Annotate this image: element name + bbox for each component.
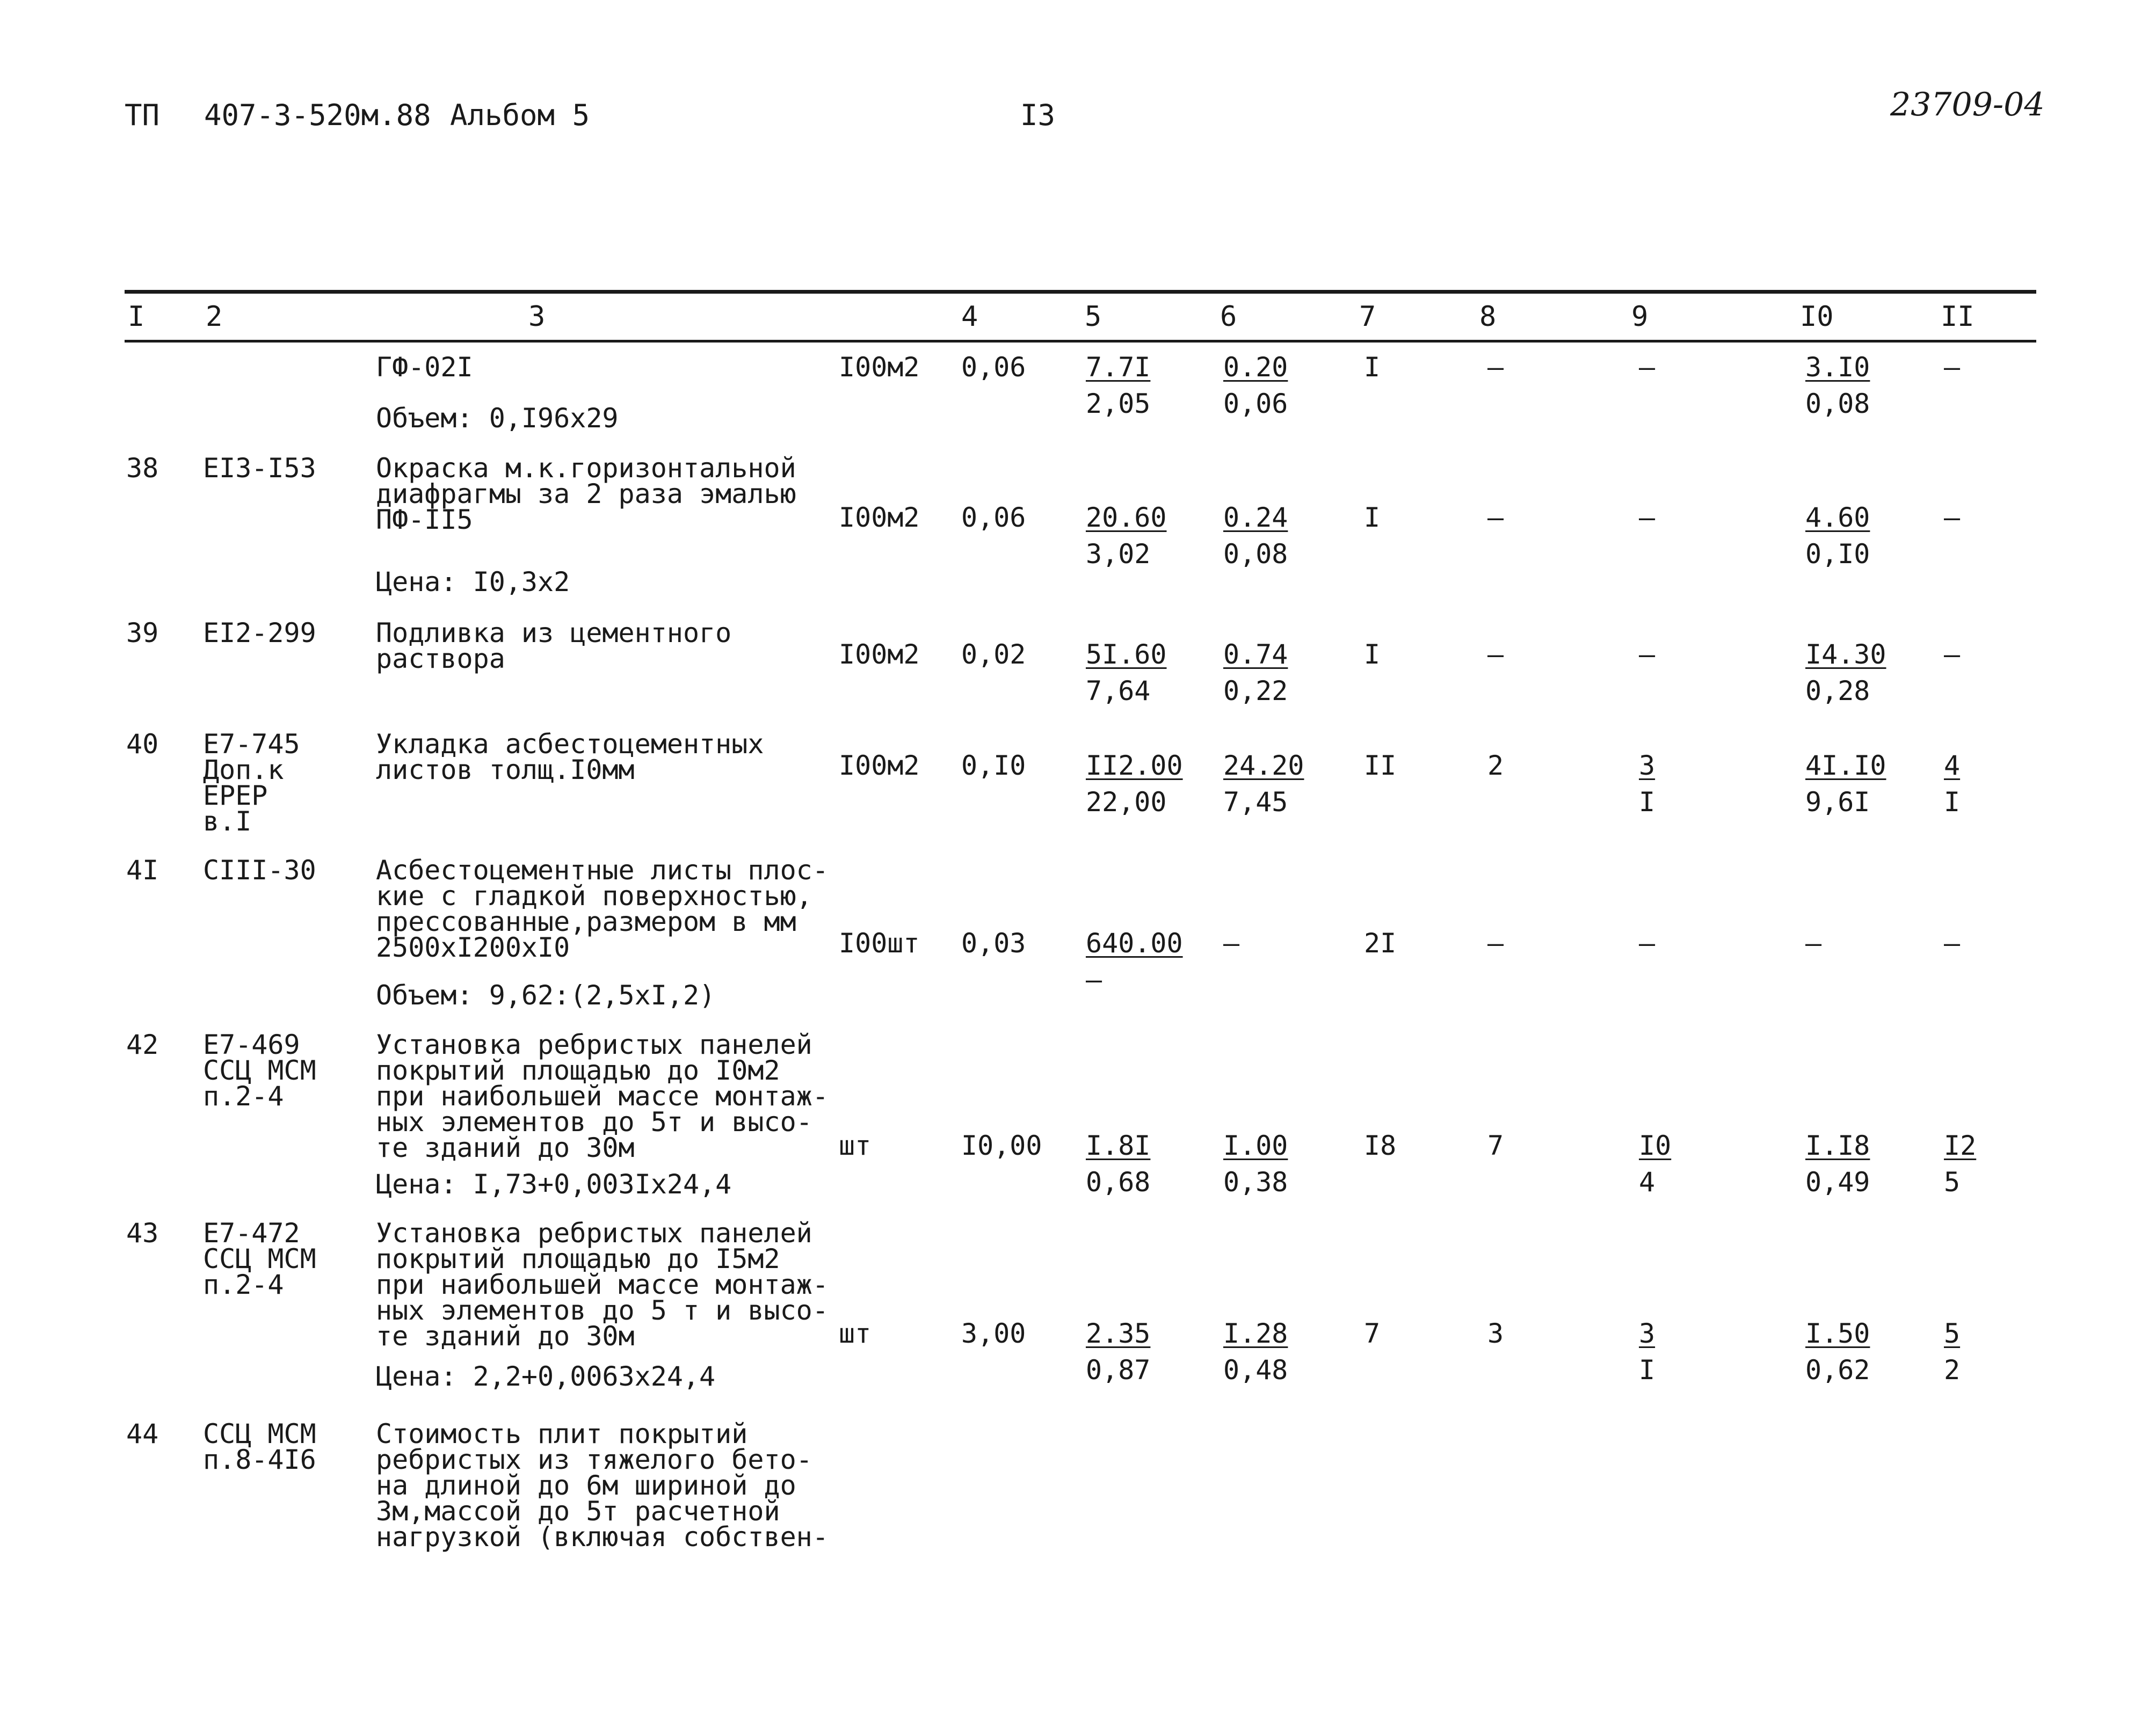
- column-header: 6: [1220, 301, 1237, 333]
- unit-cost-machines: 0.20: [1223, 352, 1288, 383]
- unit-of-measure: I00м2: [839, 750, 920, 781]
- work-description: при наибольшей массе монтаж-: [376, 1269, 829, 1300]
- total-wages: –: [1487, 352, 1504, 383]
- unit-of-measure: I00м2: [839, 352, 920, 383]
- total-cost: II: [1364, 750, 1397, 781]
- unit-of-measure: шт: [839, 1130, 872, 1161]
- work-description: при наибольшей массе монтаж-: [376, 1081, 829, 1112]
- work-description: Установка ребристых панелей: [376, 1218, 812, 1249]
- column-header: I0: [1800, 301, 1834, 333]
- work-description: те зданий до 30м: [376, 1321, 635, 1352]
- work-description: 2500xI200xI0: [376, 932, 570, 963]
- labor-total-machinists: 2: [1944, 1354, 1961, 1386]
- unit-of-measure: I00шт: [839, 928, 920, 959]
- work-description: кие с гладкой поверхностью,: [376, 880, 812, 912]
- page-number: I3: [1020, 98, 1056, 132]
- norm-code: п.2-4: [203, 1269, 284, 1300]
- unit-of-measure: I00м2: [839, 639, 920, 670]
- norm-code: EI3-I53: [203, 453, 316, 484]
- norm-code: EI2-299: [203, 617, 316, 649]
- calculation-note: Объем: 0,I96x29: [376, 403, 619, 434]
- total-machines: –: [1639, 928, 1656, 959]
- total-cost: I: [1364, 352, 1381, 383]
- labor-total: 5: [1944, 1318, 1961, 1349]
- unit-cost-wages: 0,87: [1086, 1354, 1151, 1386]
- norm-code: ССЦ МСМ: [203, 1418, 316, 1449]
- quantity: 0,06: [961, 352, 1026, 383]
- norm-code: E7-472: [203, 1218, 300, 1249]
- unit-cost-total: 7.7I: [1086, 352, 1151, 383]
- work-description: ГФ-02I: [376, 352, 473, 383]
- work-description: ребристых из тяжелого бето-: [376, 1444, 812, 1475]
- work-description: Асбестоцементные листы плос-: [376, 855, 829, 886]
- work-description: Укладка асбестоцементных: [376, 728, 764, 760]
- quantity: 0,06: [961, 502, 1026, 533]
- labor-total: I2: [1944, 1130, 1977, 1161]
- work-description: листов толщ.I0мм: [376, 754, 635, 785]
- labor-total-machinists: 5: [1944, 1167, 1961, 1198]
- unit-cost-machine-wages: 0,08: [1223, 538, 1288, 570]
- norm-code: ССЦ МСМ: [203, 1055, 316, 1086]
- quantity: 0,02: [961, 639, 1026, 670]
- unit-cost-machine-wages: 0,48: [1223, 1354, 1288, 1386]
- row-number: 44: [126, 1418, 159, 1449]
- work-description: покрытий площадью до I5м2: [376, 1243, 780, 1274]
- work-description: Установка ребристых панелей: [376, 1029, 812, 1060]
- unit-cost-machine-wages: 0,22: [1223, 675, 1288, 706]
- labor-total: –: [1944, 352, 1961, 383]
- work-description: ПФ-II5: [376, 504, 473, 535]
- labor-total-machinists: I: [1944, 786, 1961, 818]
- row-number: 39: [126, 617, 159, 649]
- total-cost: 7: [1364, 1318, 1381, 1349]
- unit-cost-total: 5I.60: [1086, 639, 1167, 670]
- work-description: на длиной до 6м шириной до: [376, 1470, 796, 1501]
- work-description: Подливка из цементного: [376, 617, 732, 649]
- unit-cost-wages: 0,68: [1086, 1167, 1151, 1198]
- total-cost: I8: [1364, 1130, 1397, 1161]
- labor-total: –: [1944, 928, 1961, 959]
- labor-unit: I4.30: [1805, 639, 1886, 670]
- total-wages: 2: [1487, 750, 1504, 781]
- total-machines: –: [1639, 639, 1656, 670]
- total-wages: 3: [1487, 1318, 1504, 1349]
- norm-code: CIII-30: [203, 855, 316, 886]
- labor-unit-machinists: 0,08: [1805, 388, 1870, 419]
- norm-code: E7-745: [203, 728, 300, 760]
- norm-code: п.2-4: [203, 1081, 284, 1112]
- unit-cost-machines: 0.24: [1223, 502, 1288, 533]
- unit-cost-machines: I.00: [1223, 1130, 1288, 1161]
- unit-cost-total: 2.35: [1086, 1318, 1151, 1349]
- document-number: 23709-04: [1890, 86, 2045, 123]
- total-machines: 3: [1639, 750, 1656, 781]
- work-description: раствора: [376, 643, 505, 674]
- column-header: 4: [961, 301, 978, 333]
- unit-cost-total: 20.60: [1086, 502, 1167, 533]
- labor-unit-machinists: 0,28: [1805, 675, 1870, 706]
- labor-unit: 3.I0: [1805, 352, 1870, 383]
- quantity: I0,00: [961, 1130, 1042, 1161]
- labor-total: –: [1944, 639, 1961, 670]
- labor-unit-machinists: 0,62: [1805, 1354, 1870, 1386]
- labor-total: 4: [1944, 750, 1961, 781]
- labor-unit: 4.60: [1805, 502, 1870, 533]
- work-description: те зданий до 30м: [376, 1132, 635, 1163]
- norm-code: п.8-4I6: [203, 1444, 316, 1475]
- unit-cost-machines: I.28: [1223, 1318, 1288, 1349]
- total-machine-wages: I: [1639, 1354, 1656, 1386]
- quantity: 0,I0: [961, 750, 1026, 781]
- quantity: 3,00: [961, 1318, 1026, 1349]
- labor-unit-machinists: 0,49: [1805, 1167, 1870, 1198]
- labor-unit: I.I8: [1805, 1130, 1870, 1161]
- column-header: 5: [1085, 301, 1102, 333]
- total-cost: I: [1364, 639, 1381, 670]
- unit-cost-machine-wages: 0,38: [1223, 1167, 1288, 1198]
- row-number: 38: [126, 453, 159, 484]
- calculation-note: Цена: I0,3x2: [376, 566, 570, 598]
- labor-total: –: [1944, 502, 1961, 533]
- header-album: Альбом 5: [450, 98, 590, 132]
- column-header: II: [1941, 301, 1974, 333]
- unit-cost-total: 640.00: [1086, 928, 1183, 959]
- column-header: I: [128, 301, 145, 333]
- labor-unit-machinists: 9,6I: [1805, 786, 1870, 818]
- norm-code: Доп.к: [203, 754, 284, 785]
- calculation-note: Объем: 9,62:(2,5xI,2): [376, 980, 716, 1011]
- header-project: 407-3-520м.88: [204, 98, 431, 132]
- total-cost: 2I: [1364, 928, 1397, 959]
- work-description: ных элементов до 5 т и высо-: [376, 1295, 829, 1326]
- total-wages: –: [1487, 639, 1504, 670]
- total-cost: I: [1364, 502, 1381, 533]
- column-header: 9: [1631, 301, 1649, 333]
- work-description: 3м,массой до 5т расчетной: [376, 1496, 780, 1527]
- header-series: ТП: [125, 98, 160, 132]
- row-number: 40: [126, 728, 159, 760]
- total-machines: 3: [1639, 1318, 1656, 1349]
- total-wages: 7: [1487, 1130, 1504, 1161]
- work-description: покрытий площадью до I0м2: [376, 1055, 780, 1086]
- column-header: 3: [528, 301, 546, 333]
- unit-cost-wages: 2,05: [1086, 388, 1151, 419]
- row-number: 4I: [126, 855, 159, 886]
- row-number: 43: [126, 1218, 159, 1249]
- norm-code: E7-469: [203, 1029, 300, 1060]
- total-machines: –: [1639, 502, 1656, 533]
- unit-of-measure: I00м2: [839, 502, 920, 533]
- unit-of-measure: шт: [839, 1318, 872, 1349]
- unit-cost-machines: 24.20: [1223, 750, 1304, 781]
- work-description: диафрагмы за 2 раза эмалью: [376, 478, 796, 509]
- work-description: прессованные,размером в мм: [376, 906, 796, 937]
- column-header: 8: [1479, 301, 1497, 333]
- work-description: Стоимость плит покрытий: [376, 1418, 748, 1449]
- norm-code: ЕРЕР: [203, 780, 268, 811]
- total-machine-wages: 4: [1639, 1167, 1656, 1198]
- unit-cost-wages: 7,64: [1086, 675, 1151, 706]
- unit-cost-machine-wages: 0,06: [1223, 388, 1288, 419]
- labor-unit-machinists: 0,I0: [1805, 538, 1870, 570]
- calculation-note: Цена: I,73+0,003Ix24,4: [376, 1169, 732, 1200]
- total-machines: –: [1639, 352, 1656, 383]
- total-machine-wages: I: [1639, 786, 1656, 818]
- unit-cost-wages: –: [1086, 964, 1102, 995]
- unit-cost-machines: –: [1223, 928, 1240, 959]
- column-header: 7: [1359, 301, 1376, 333]
- norm-code: в.I: [203, 806, 252, 837]
- labor-unit: 4I.I0: [1805, 750, 1886, 781]
- labor-unit: –: [1805, 928, 1822, 959]
- total-wages: –: [1487, 928, 1504, 959]
- unit-cost-total: I.8I: [1086, 1130, 1151, 1161]
- unit-cost-machines: 0.74: [1223, 639, 1288, 670]
- work-description: Окраска м.к.горизонтальной: [376, 453, 796, 484]
- unit-cost-wages: 22,00: [1086, 786, 1167, 818]
- labor-unit: I.50: [1805, 1318, 1870, 1349]
- norm-code: ССЦ МСМ: [203, 1243, 316, 1274]
- calculation-note: Цена: 2,2+0,0063x24,4: [376, 1361, 716, 1392]
- work-description: нагрузкой (включая собствен-: [376, 1521, 829, 1553]
- unit-cost-total: II2.00: [1086, 750, 1183, 781]
- unit-cost-machine-wages: 7,45: [1223, 786, 1288, 818]
- work-description: ных элементов до 5т и высо-: [376, 1106, 812, 1138]
- total-machines: I0: [1639, 1130, 1672, 1161]
- quantity: 0,03: [961, 928, 1026, 959]
- column-header: 2: [206, 301, 223, 333]
- total-wages: –: [1487, 502, 1504, 533]
- unit-cost-wages: 3,02: [1086, 538, 1151, 570]
- row-number: 42: [126, 1029, 159, 1060]
